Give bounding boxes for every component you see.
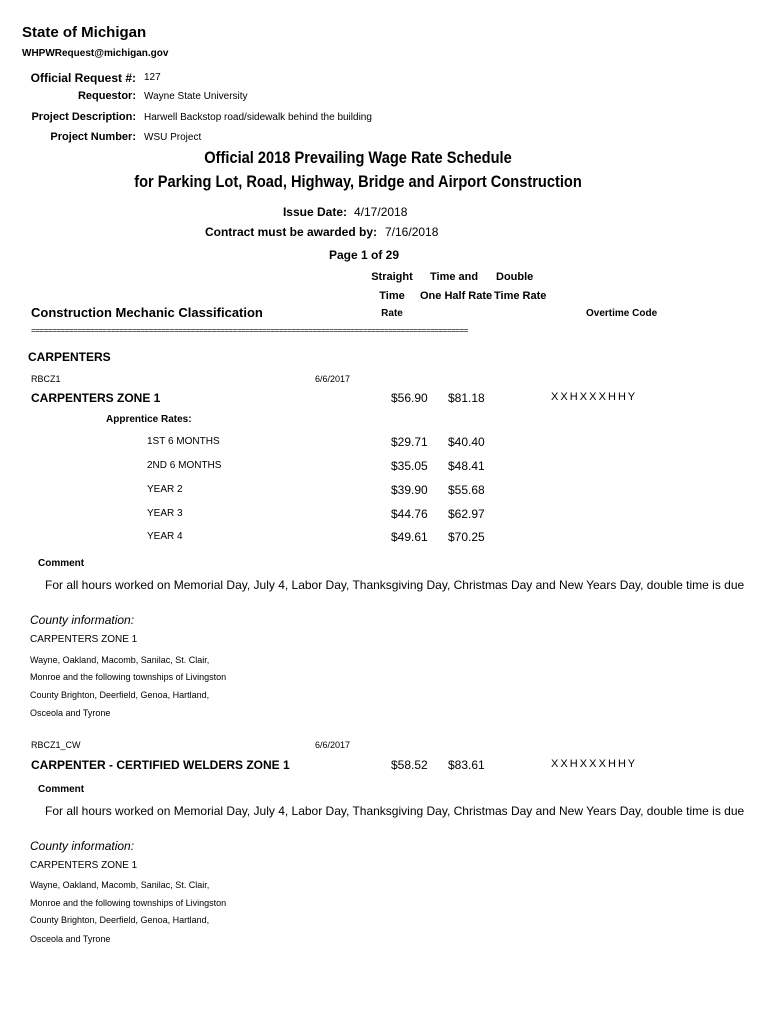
entry2-county-line: Wayne, Oakland, Macomb, Sanilac, St. Clair,: [30, 880, 210, 890]
description-value: Harwell Backstop road/sidewalk behind the building: [144, 112, 372, 123]
schedule-title-line2: for Parking Lot, Road, Highway, Bridge and Airport Construction: [134, 172, 582, 191]
apprentice-timehalf: $55.68: [448, 483, 485, 497]
entry1-timehalf: $81.18: [448, 391, 485, 405]
apprentice-period: YEAR 3: [147, 508, 183, 519]
description-label: Project Description:: [31, 111, 136, 123]
entry1-straight: $56.90: [391, 391, 428, 405]
apprentice-timehalf: $48.41: [448, 459, 485, 473]
entry2-county-line: Monroe and the following townships of Livingston: [30, 898, 227, 908]
entry1-comment-label: Comment: [38, 558, 85, 569]
entry1-comment: For all hours worked on Memorial Day, July 4, Labor Day, Thanksgiving Day, Christmas Day and New Years Day, double time is due: [45, 578, 745, 592]
entry2-timehalf: $83.61: [448, 758, 485, 772]
contract-label: Contract must be awarded by:: [204, 225, 377, 239]
apprentice-straight: $35.05: [391, 459, 428, 473]
section-heading: CARPENTERS: [28, 350, 111, 364]
header-separator: ========================================================================================================: [31, 327, 468, 336]
entry2-date: 6/6/2017: [315, 740, 351, 750]
col-timehalf-2: One Half Rate: [420, 290, 493, 302]
issue-date-label: Issue Date:: [282, 205, 347, 219]
col-double-1: Double: [496, 271, 534, 283]
requestor-value: Wayne State University: [144, 91, 248, 102]
col-double-2: Time Rate: [494, 290, 547, 302]
project-number-label: Project Number:: [50, 131, 136, 143]
entry2-code: RBCZ1_CW: [31, 740, 81, 750]
apprentice-period: YEAR 2: [147, 484, 183, 495]
entry2-name: CARPENTER - CERTIFIED WELDERS ZONE 1: [31, 758, 290, 772]
apprentice-straight: $29.71: [391, 435, 428, 449]
entry1-overtime-code: X X H X X X H H Y: [551, 391, 636, 403]
col-straight-3: Rate: [381, 308, 403, 319]
entry2-overtime-code: X X H X X X H H Y: [551, 758, 636, 770]
entry2-straight: $58.52: [391, 758, 428, 772]
entry2-comment: For all hours worked on Memorial Day, July 4, Labor Day, Thanksgiving Day, Christmas Day and New Years Day, double time is due: [45, 804, 745, 818]
entry1-name: CARPENTERS ZONE 1: [31, 391, 161, 405]
request-label: Official Request #:: [30, 71, 136, 85]
page-indicator: Page 1 of 29: [328, 248, 400, 262]
apprentice-straight: $44.76: [391, 507, 428, 521]
apprentice-period: 2ND 6 MONTHS: [147, 460, 222, 471]
entry1-date: 6/6/2017: [315, 374, 351, 384]
request-value: 127: [144, 72, 161, 83]
entry1-county-zone: CARPENTERS ZONE 1: [30, 634, 138, 645]
apprentice-timehalf: $40.40: [448, 435, 485, 449]
state-title: State of Michigan: [22, 24, 147, 41]
entry1-county-line: County Brighton, Deerfield, Genoa, Hartland,: [30, 690, 210, 700]
apprentice-timehalf: $62.97: [448, 507, 485, 521]
entry2-county-zone: CARPENTERS ZONE 1: [30, 860, 138, 871]
entry1-county-label: County information:: [30, 613, 135, 627]
schedule-title-line1: Official 2018 Prevailing Wage Rate Schedule: [204, 148, 512, 167]
apprentice-timehalf: $70.25: [448, 530, 485, 544]
col-classification: Construction Mechanic Classification: [31, 305, 263, 320]
col-overtime: Overtime Code: [586, 308, 658, 319]
entry2-comment-label: Comment: [38, 784, 85, 795]
entry1-code: RBCZ1: [31, 374, 61, 384]
entry2-county-label: County information:: [30, 839, 135, 853]
entry2-county-line: County Brighton, Deerfield, Genoa, Hartland,: [30, 915, 210, 925]
col-straight-1: Straight: [371, 271, 413, 283]
contact-email: WHPWRequest@michigan.gov: [22, 48, 169, 59]
col-straight-2: Time: [379, 290, 405, 302]
contract-value: 7/16/2018: [385, 225, 439, 239]
requestor-label: Requestor:: [77, 90, 136, 102]
entry1-county-line: Osceola and Tyrone: [30, 708, 111, 718]
apprentice-period: 1ST 6 MONTHS: [147, 436, 220, 447]
apprentice-period: YEAR 4: [147, 531, 183, 542]
project-number-value: WSU Project: [144, 132, 202, 143]
apprentice-straight: $49.61: [391, 530, 428, 544]
apprentice-straight: $39.90: [391, 483, 428, 497]
issue-date-value: 4/17/2018: [354, 205, 408, 219]
entry2-county-line: Osceola and Tyrone: [30, 934, 111, 944]
apprentice-label: Apprentice Rates:: [106, 414, 192, 425]
entry1-county-line: Monroe and the following townships of Livingston: [30, 672, 227, 682]
entry1-county-line: Wayne, Oakland, Macomb, Sanilac, St. Clair,: [30, 655, 210, 665]
col-timehalf-1: Time and: [430, 271, 479, 283]
